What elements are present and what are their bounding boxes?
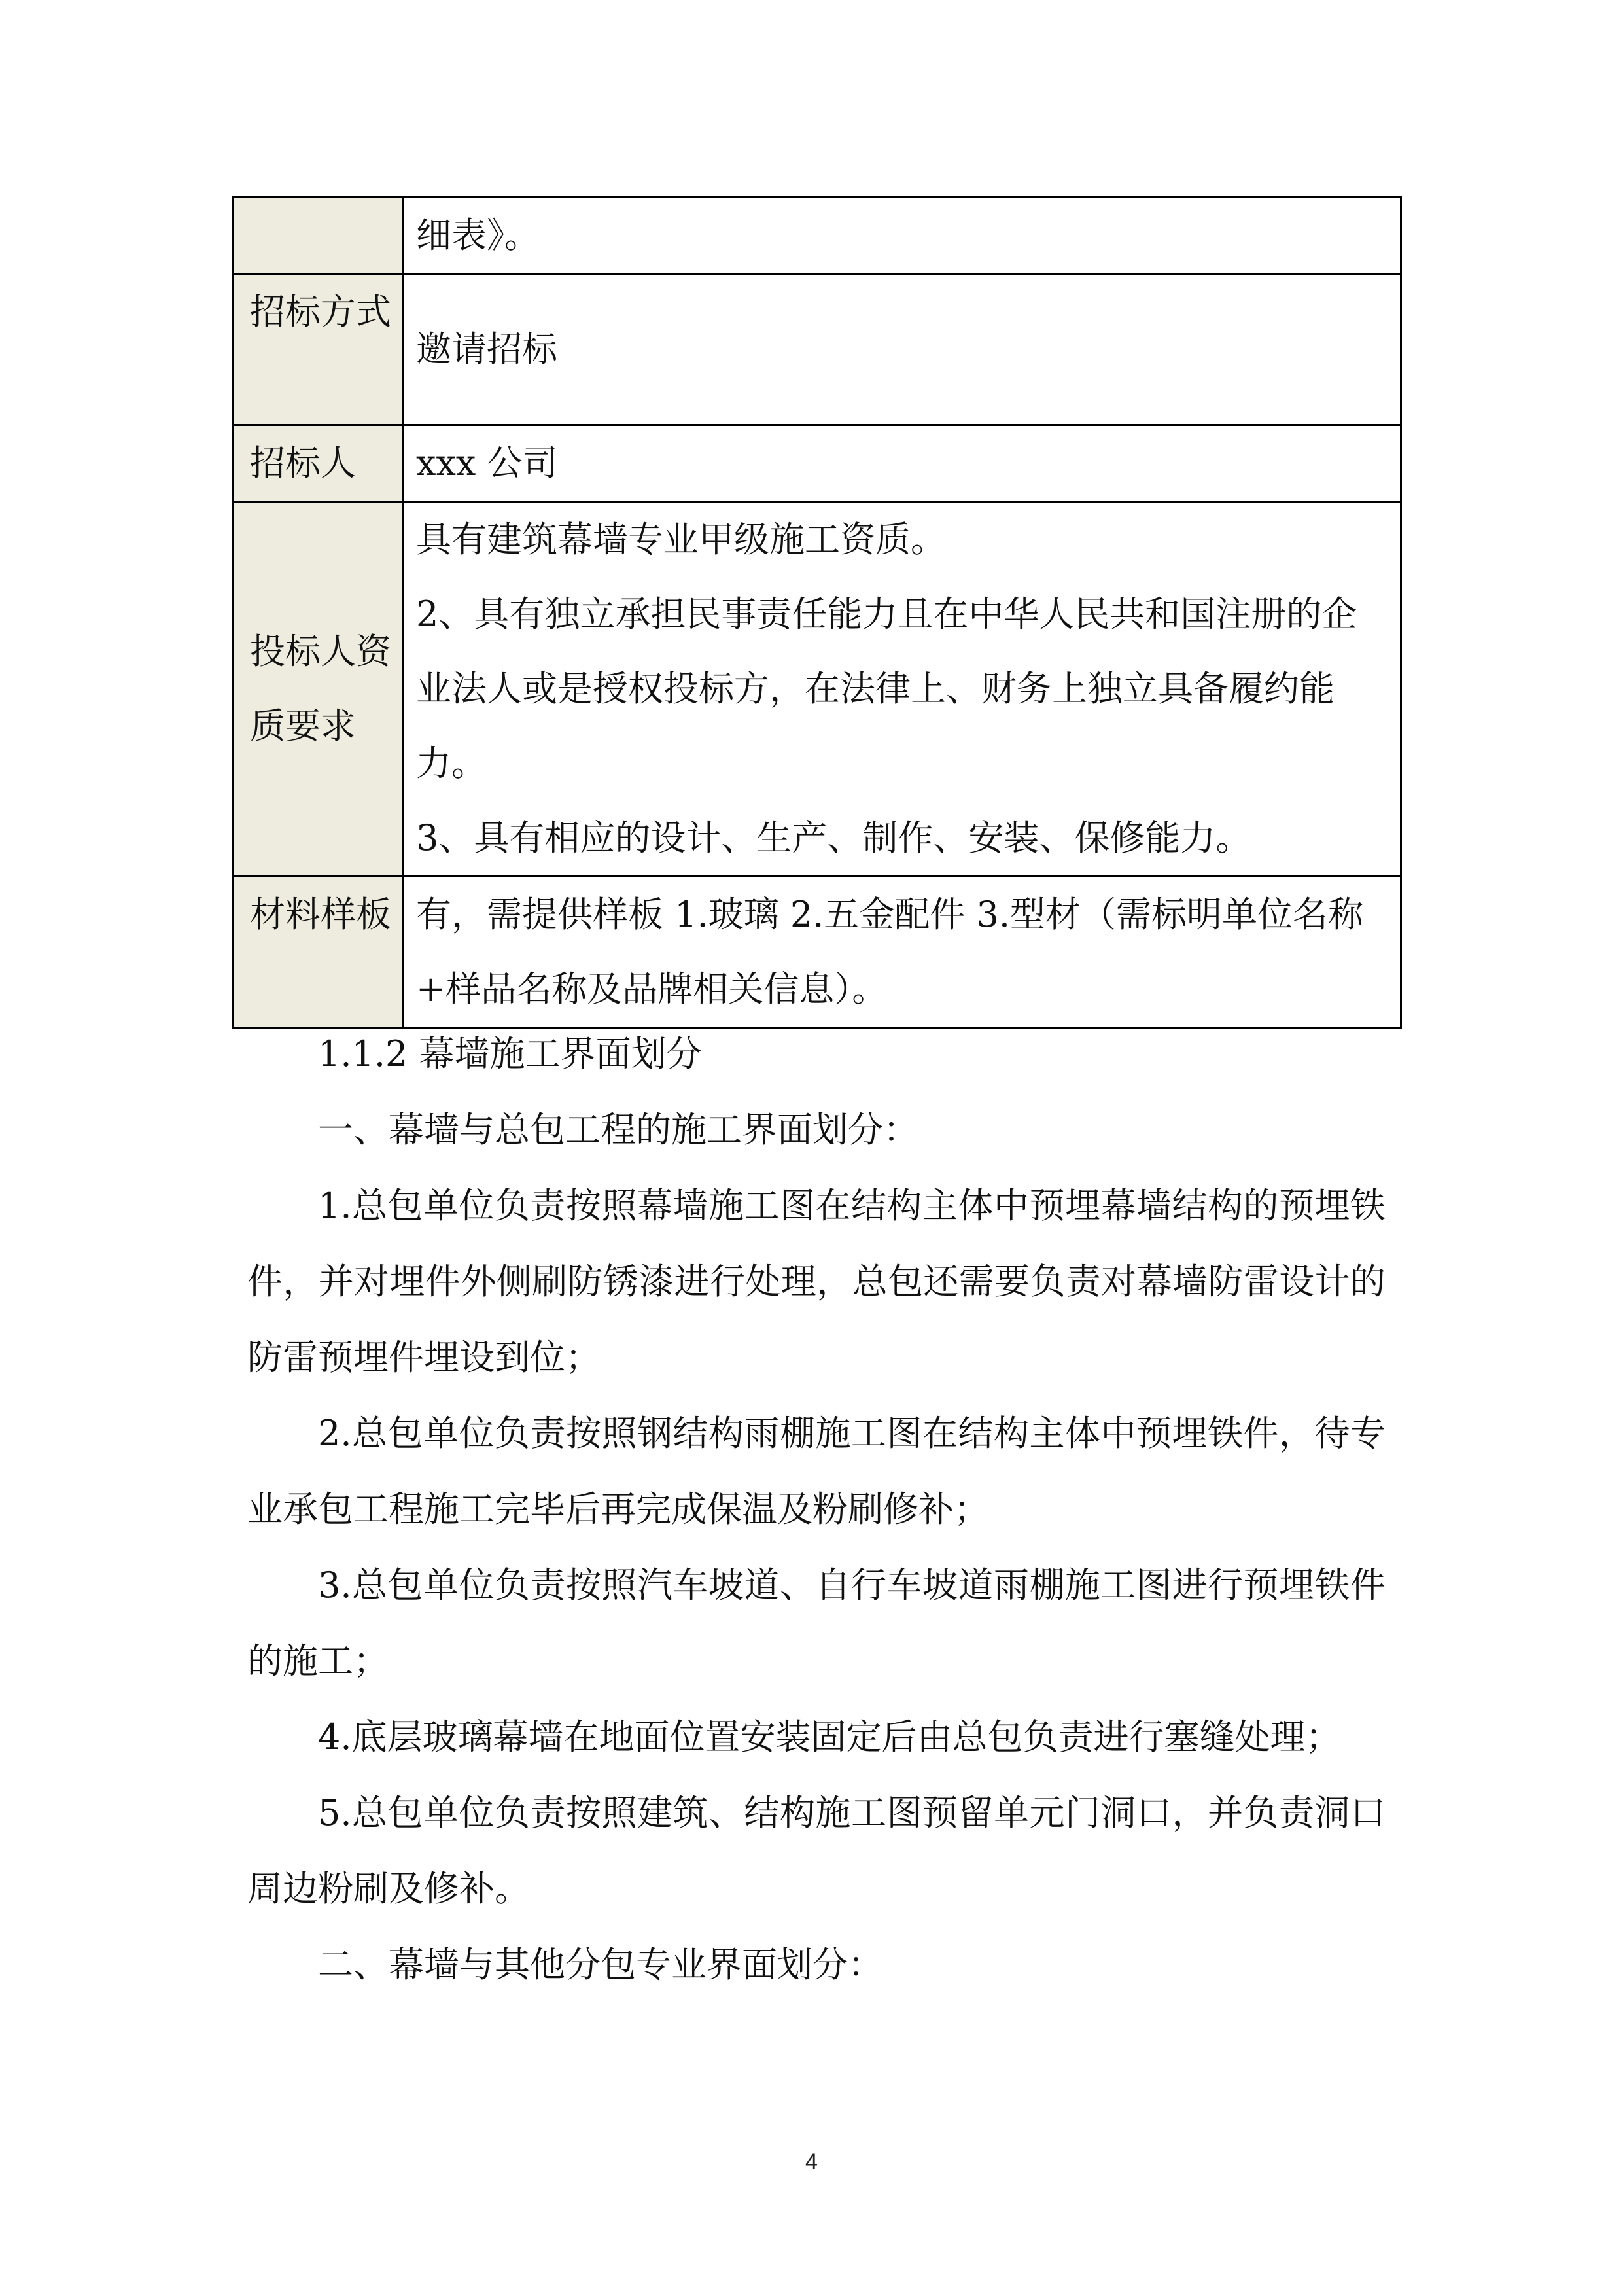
part-one-heading: 一、幕墙与总包工程的施工界面划分：: [318, 1109, 918, 1150]
row-content: [404, 877, 1401, 1028]
row-content-line: 3、具有相应的设计、生产、制作、安装、保修能力。: [416, 817, 1251, 858]
row-content: [404, 425, 1401, 502]
row-content-line: 具有建筑幕墙专业甲级施工资质。: [416, 519, 946, 560]
row-content-line: 2、具有独立承担民事责任能力且在中华人民共和国注册的企业法人或是授权投标方，在法律上、财务上独立具备履约能力。: [416, 593, 1357, 784]
row-content-text: 有，需提供样板 1.玻璃 2.五金配件 3.型材（需标明单位名称+样品名称及品牌相关信息）。: [416, 894, 1364, 1010]
list-item: 4.底层玻璃幕墙在地面位置安装固定后由总包负责进行塞缝处理；: [318, 1716, 1341, 1757]
row-label: 招标方式: [234, 274, 404, 425]
row-content-text: xxx 公司: [416, 442, 558, 484]
table-row: [234, 425, 1401, 502]
list-item: 2.总包单位负责按照钢结构雨棚施工图在结构主体中预埋铁件，待专业承包工程施工完毕后再完成保温及粉刷修补；: [247, 1413, 1386, 1530]
section-heading: 1.1.2 幕墙施工界面划分: [318, 1033, 702, 1074]
row-content: [404, 502, 1401, 877]
tender-info-table: [232, 196, 1402, 1029]
list-item: 5.总包单位负责按照建筑、结构施工图预留单元门洞口，并负责洞口周边粉刷及修补。: [247, 1792, 1386, 1909]
row-content: [404, 274, 1401, 425]
part-two-heading: 二、幕墙与其他分包专业界面划分：: [318, 1944, 883, 1985]
list-item: 1.总包单位负责按照幕墙施工图在结构主体中预埋幕墙结构的预埋铁件，并对埋件外侧刷防锈漆进行处理，总包还需要负责对幕墙防雷设计的防雷预埋件埋设到位；: [247, 1185, 1386, 1378]
row-content-text: 邀请招标: [416, 328, 557, 370]
row-label: [234, 198, 404, 274]
list-item: 3.总包单位负责按照汽车坡道、自行车坡道雨棚施工图进行预埋铁件的施工；: [247, 1564, 1386, 1682]
page-number: 4: [805, 2149, 818, 2174]
table-row: [234, 198, 1401, 274]
table-row: [234, 274, 1401, 425]
row-content: [404, 198, 1401, 274]
row-label: 投标人资质要求: [234, 502, 404, 877]
row-label: 招标人: [234, 425, 404, 502]
row-label: 材料样板: [234, 877, 404, 1028]
body-text: [247, 1016, 1386, 2003]
table-row: [234, 502, 1401, 877]
table-row: [234, 877, 1401, 1028]
row-content-text: 细表》。: [416, 215, 540, 256]
